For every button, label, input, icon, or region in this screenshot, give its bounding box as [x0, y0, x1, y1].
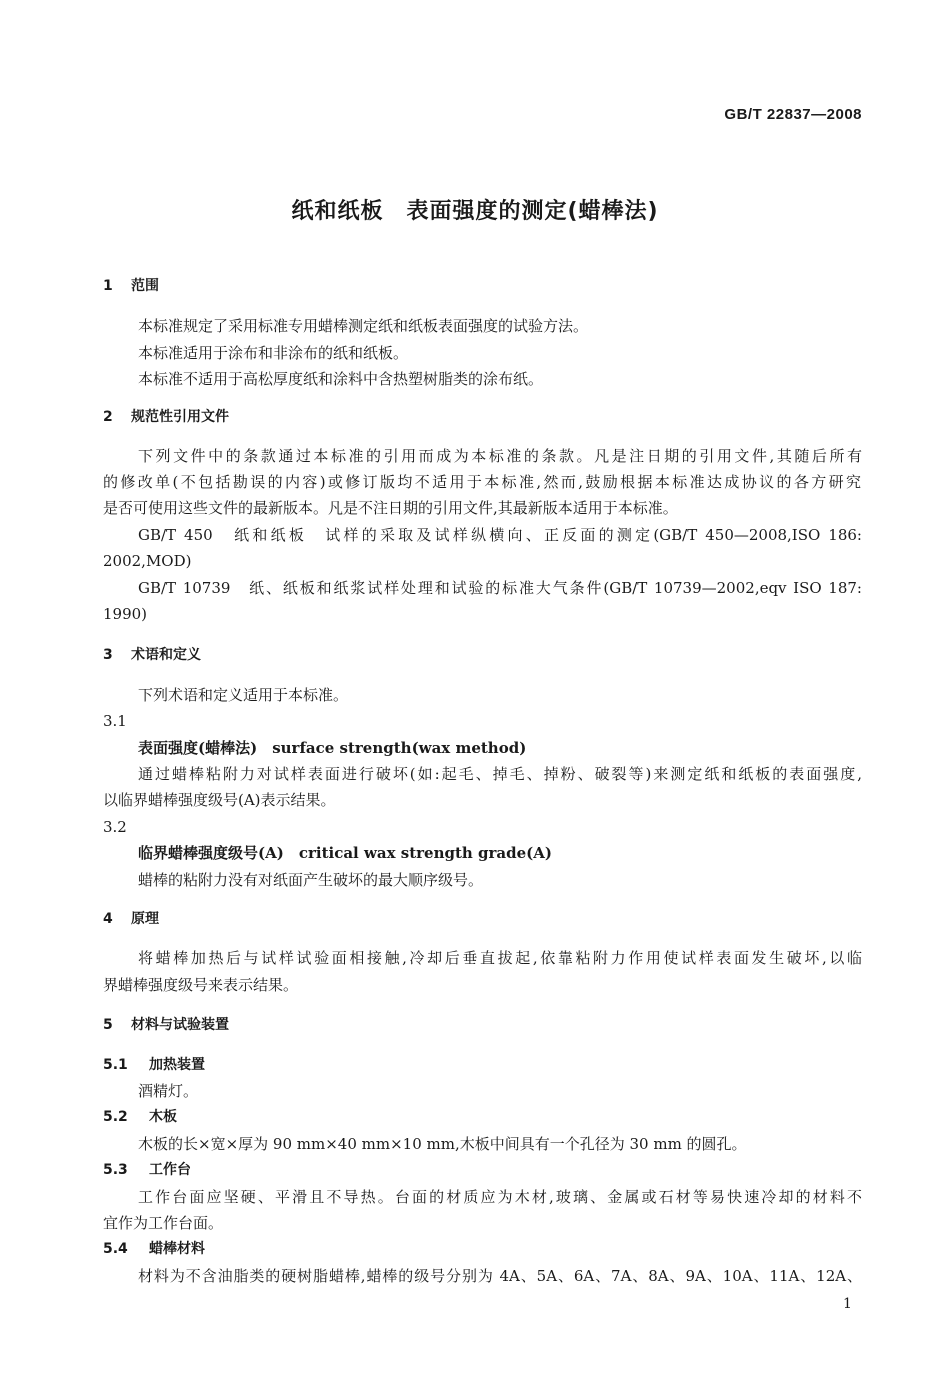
subsection-title: 工作台 [149, 1162, 191, 1178]
section-title: 术语和定义 [131, 647, 201, 663]
paragraph-line: 1990) [103, 605, 148, 623]
term-title: 表面强度(蜡棒法) surface strength(wax method) [138, 739, 527, 757]
subsection-number: 5.4 [103, 1241, 128, 1257]
paragraph-line: 2002,MOD) [103, 552, 192, 570]
paragraph-line: 的修改单(不包括勘误的内容)或修订版均不适用于本标准,然而,鼓励根据本标准达成协议的各方研究 [103, 473, 861, 491]
paragraph-line: 蜡棒的粘附力没有对纸面产生破坏的最大顺序级号。 [138, 871, 484, 889]
section-3-heading [103, 645, 201, 665]
term-number: 3.1 [103, 712, 127, 730]
section-title: 规范性引用文件 [131, 409, 229, 425]
paragraph-line: 本标准不适用于高松厚度纸和涂料中含热塑树脂类的涂布纸。 [138, 370, 544, 388]
paragraph-line: 下列文件中的条款通过本标准的引用而成为本标准的条款。凡是注日期的引用文件,其随后所有 [138, 447, 862, 465]
paragraph-line: 宜作为工作台面。 [103, 1214, 224, 1232]
section-2-heading [103, 407, 229, 427]
paragraph-line: 通过蜡棒粘附力对试样表面进行破坏(如:起毛、掉毛、掉粉、破裂等)来测定纸和纸板的表面强度, [138, 765, 862, 783]
paragraph-line: 界蜡棒强度级号来表示结果。 [103, 976, 299, 994]
section-5-heading [103, 1015, 229, 1035]
paragraph-line: 是否可使用这些文件的最新版本。凡是不注日期的引用文件,其最新版本适用于本标准。 [103, 499, 678, 517]
section-number: 1 [103, 278, 113, 294]
standard-number: GB/T 22837—2008 [724, 106, 862, 123]
section-number: 4 [103, 911, 113, 927]
subsection-title: 蜡棒材料 [149, 1241, 205, 1257]
reference-gbt10739: GB/T 10739 纸、纸板和纸浆试样处理和试验的标准大气条件(GB/T 10739—2002,eqv ISO 187: [138, 579, 862, 597]
paragraph-line: 工作台面应坚硬、平滑且不导热。台面的材质应为木材,玻璃、金属或石材等易快速冷却的材料不 [138, 1188, 862, 1206]
document-title: 纸和纸板 表面强度的测定(蜡棒法) [291, 199, 659, 224]
paragraph-line: 材料为不含油脂类的硬树脂蜡棒,蜡棒的级号分别为 4A、5A、6A、7A、8A、9A、10A、11A、12A、 [138, 1267, 862, 1285]
subsection-5-4-heading [103, 1239, 205, 1259]
subsection-title: 木板 [149, 1109, 177, 1125]
subsection-5-2-heading [103, 1107, 177, 1127]
subsection-number: 5.2 [103, 1109, 128, 1125]
page-number: 1 [843, 1296, 852, 1312]
section-title: 材料与试验装置 [131, 1017, 229, 1033]
section-1-heading [103, 276, 159, 296]
paragraph-line: 木板的长×宽×厚为 90 mm×40 mm×10 mm,木板中间具有一个孔径为 30 mm 的圆孔。 [138, 1135, 747, 1153]
paragraph-line: 酒精灯。 [138, 1082, 199, 1100]
subsection-5-3-heading [103, 1160, 191, 1180]
term-number: 3.2 [103, 818, 127, 836]
subsection-number: 5.1 [103, 1057, 128, 1073]
section-number: 5 [103, 1017, 113, 1033]
section-4-heading [103, 909, 159, 929]
paragraph-line: 将蜡棒加热后与试样试验面相接触,冷却后垂直拔起,依靠粘附力作用使试样表面发生破坏,以临 [138, 949, 862, 967]
paragraph-line: 以临界蜡棒强度级号(A)表示结果。 [103, 791, 336, 809]
section-number: 3 [103, 647, 113, 663]
reference-gbt450: GB/T 450 纸和纸板 试样的采取及试样纵横向、正反面的测定(GB/T 450—2008,ISO 186: [138, 526, 862, 544]
paragraph-line: 本标准规定了采用标准专用蜡棒测定纸和纸板表面强度的试验方法。 [138, 317, 589, 335]
paragraph-line: 下列术语和定义适用于本标准。 [138, 686, 349, 704]
section-title: 原理 [131, 911, 159, 927]
paragraph-line: 本标准适用于涂布和非涂布的纸和纸板。 [138, 344, 409, 362]
subsection-5-1-heading [103, 1055, 205, 1075]
subsection-title: 加热装置 [149, 1057, 205, 1073]
term-title: 临界蜡棒强度级号(A) critical wax strength grade(A) [138, 844, 553, 862]
subsection-number: 5.3 [103, 1162, 128, 1178]
section-number: 2 [103, 409, 113, 425]
section-title: 范围 [131, 278, 159, 294]
